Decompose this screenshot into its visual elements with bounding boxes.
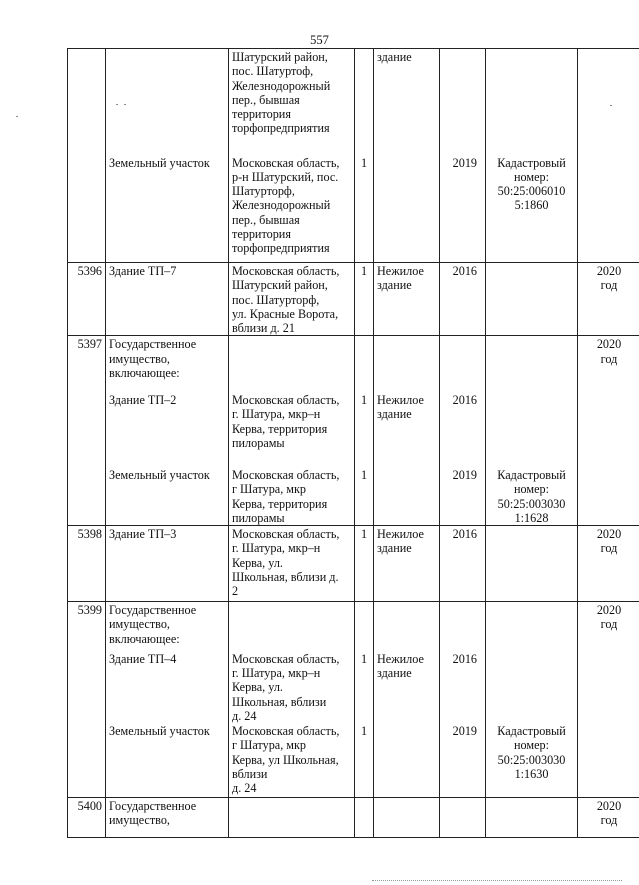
name-line: Государственное [109,337,197,352]
purpose-cell [374,49,440,155]
address-line: г. Шатура, мкр–н [232,665,321,680]
name-line: Здание ТП–4 [109,651,177,666]
name-cell [106,155,229,263]
address-line: Железнодорожный [232,78,331,93]
address-line: вблизи [232,767,268,782]
name-line: имущество, [109,617,170,632]
note-line: номер: [514,738,549,753]
registration-cell [578,526,639,602]
note-line: 50:25:003030 [497,752,566,767]
row-number-cell [68,651,106,723]
row-number-value: 5398 [77,527,102,542]
count-cell [355,526,374,602]
address-line: д. 24 [232,708,257,723]
registration-line: год [600,812,618,827]
name-line: Земельный участок [109,155,210,170]
year-value: 2019 [452,724,477,739]
address-cell [229,49,355,155]
name-line: включающее: [109,631,180,646]
registration-cell [578,49,639,155]
address-line: Железнодорожный [232,198,331,213]
year-cell [440,49,486,155]
name-line: Государственное [109,603,197,618]
address-line: 2 [232,584,239,599]
year-cell [440,336,486,392]
year-value: 2019 [452,155,477,170]
count-value: 1 [360,264,368,278]
count-value: 1 [360,467,368,482]
registration-cell [578,467,639,526]
registration-line: 2020 [596,798,622,813]
registration-cell [578,336,639,392]
count-cell [355,336,374,392]
scan-artifact [116,104,118,105]
row-number-value: 5396 [77,264,102,278]
purpose-cell [374,526,440,602]
note-line: Кадастровый [497,467,566,482]
year-cell [440,797,486,837]
name-line: Здание ТП–2 [109,392,177,407]
purpose-cell [374,602,440,651]
name-line: Здание ТП–7 [109,264,177,278]
count-cell [355,797,374,837]
table-row [68,392,639,467]
table-row [68,467,639,526]
purpose-cell [374,263,440,336]
name-cell [106,467,229,526]
note-cell [486,263,578,336]
purpose-line: Нежилое [377,527,424,542]
address-cell [229,467,355,526]
year-value: 2016 [452,527,477,542]
address-line: пилорамы [232,435,285,450]
address-cell [229,155,355,263]
registration-cell [578,392,639,467]
table-row [68,263,639,336]
scan-artifact [372,880,622,881]
property-registry-table [67,48,639,838]
address-line: Керва, ул. [232,555,283,570]
row-number-cell [68,723,106,797]
purpose-cell [374,723,440,797]
registration-line: 2020 [596,603,622,618]
address-line: Керва, ул. [232,680,283,695]
registration-cell [578,263,639,336]
registration-line: год [600,351,618,366]
registration-cell [578,723,639,797]
registration-cell [578,797,639,837]
registration-cell [578,155,639,263]
address-line: Московская область, [232,467,340,482]
name-cell [106,263,229,336]
purpose-line: Нежилое [377,264,424,278]
row-number-cell [68,263,106,336]
address-cell [229,723,355,797]
purpose-line: здание [377,407,412,422]
page-number: 557 [310,33,329,47]
scan-artifact [16,116,18,117]
purpose-line: здание [377,541,412,556]
count-cell [355,723,374,797]
name-cell [106,723,229,797]
year-cell [440,602,486,651]
row-number-cell [68,49,106,155]
address-cell [229,526,355,602]
name-line: Земельный участок [109,467,210,482]
address-line: г Шатура, мкр [232,482,307,497]
year-cell [440,526,486,602]
note-cell [486,49,578,155]
address-line: Московская область, [232,264,340,278]
address-line: пос. Шатурторф, [232,292,320,307]
address-line: г. Шатура, мкр–н [232,541,321,556]
purpose-cell [374,797,440,837]
address-line: г. Шатура, мкр–н [232,407,321,422]
row-number-cell [68,155,106,263]
note-cell [486,392,578,467]
count-cell [355,392,374,467]
note-cell [486,336,578,392]
purpose-cell [374,392,440,467]
year-cell [440,723,486,797]
row-number-cell [68,797,106,837]
address-line: Московская область, [232,392,340,407]
note-cell [486,723,578,797]
name-cell [106,797,229,837]
year-cell [440,467,486,526]
purpose-cell [374,155,440,263]
address-line: ул. Красные Ворота, [232,306,339,321]
address-line: г Шатура, мкр [232,738,307,753]
count-cell [355,155,374,263]
address-line: д. 24 [232,781,257,796]
year-cell [440,155,486,263]
note-cell [486,651,578,723]
name-line: имущество, [109,812,170,827]
name-line: Государственное [109,798,197,813]
address-line: Московская область, [232,651,340,666]
name-cell [106,526,229,602]
row-number-cell [68,526,106,602]
address-line: территория [232,226,291,241]
name-cell [106,651,229,723]
address-line: Московская область, [232,724,340,739]
purpose-line: Нежилое [377,651,424,666]
count-cell [355,49,374,155]
count-cell [355,467,374,526]
purpose-cell [374,336,440,392]
address-line: Московская область, [232,155,340,170]
year-value: 2016 [452,264,477,278]
year-cell [440,651,486,723]
address-line: пер., бывшая [232,92,300,107]
name-cell [106,602,229,651]
count-value: 1 [360,651,368,666]
row-number-cell [68,336,106,392]
note-line: Кадастровый [497,724,566,739]
registration-line: год [600,278,618,293]
row-number-value: 5399 [77,603,102,618]
row-number-cell [68,467,106,526]
table-row [68,651,639,723]
name-line: имущество, [109,351,170,366]
note-cell [486,155,578,263]
purpose-cell [374,467,440,526]
count-cell [355,602,374,651]
count-value: 1 [360,392,368,407]
note-cell [486,526,578,602]
year-cell [440,263,486,336]
count-cell [355,651,374,723]
address-cell [229,602,355,651]
address-line: Керва, территория [232,421,328,436]
table-row [68,336,639,392]
note-line: номер: [514,169,549,184]
table-row [68,797,639,837]
count-cell [355,263,374,336]
row-number-value: 5397 [77,337,102,352]
purpose-line: Нежилое [377,392,424,407]
address-line: Керва, территория [232,496,328,511]
address-line: торфопредприятия [232,241,330,256]
note-line: 5:1860 [514,198,549,213]
name-line: включающее: [109,366,180,381]
note-line: 1:1630 [514,767,549,782]
row-number-cell [68,602,106,651]
table-row [68,723,639,797]
address-line: Школьная, вблизи д. [232,570,339,585]
year-value: 2019 [452,467,477,482]
table-row [68,155,639,263]
registration-line: год [600,617,618,632]
address-line: р-н Шатурский, пос. [232,169,339,184]
year-value: 2016 [452,651,477,666]
note-line: Кадастровый [497,155,566,170]
address-line: торфопредприятия [232,121,330,136]
address-cell [229,797,355,837]
scan-artifact [124,104,126,105]
note-cell [486,467,578,526]
address-cell [229,336,355,392]
note-line: номер: [514,482,549,497]
note-cell [486,602,578,651]
address-line: пилорамы [232,510,285,525]
address-line: Шатурторф, [232,184,295,199]
address-line: Шатурский район, [232,278,328,293]
note-line: 50:25:006010 [497,184,566,199]
registration-line: 2020 [596,264,622,278]
address-cell [229,651,355,723]
registration-line: год [600,541,618,556]
note-line: 1:1628 [514,510,549,525]
year-cell [440,392,486,467]
address-line: Школьная, вблизи [232,694,327,709]
name-cell [106,49,229,155]
address-line: пос. Шатуртоф, [232,64,314,79]
purpose-line: здание [377,50,412,64]
registration-line: 2020 [596,337,622,352]
name-line: Здание ТП–3 [109,527,177,542]
note-cell [486,797,578,837]
table-row [68,602,639,651]
address-line: Шатурский район, [232,50,328,64]
purpose-cell [374,651,440,723]
table-row [68,526,639,602]
address-line: Керва, ул Школьная, [232,752,339,767]
row-number-value: 5400 [77,798,102,813]
address-line: Московская область, [232,527,340,542]
address-line: территория [232,107,291,122]
address-line: вблизи д. 21 [232,321,295,336]
address-cell [229,263,355,336]
registration-line: 2020 [596,527,622,542]
name-cell [106,336,229,392]
registry-body [68,49,639,838]
registration-cell [578,602,639,651]
count-value: 1 [360,155,368,170]
name-cell [106,392,229,467]
purpose-line: здание [377,665,412,680]
row-number-cell [68,392,106,467]
address-line: пер., бывшая [232,212,300,227]
purpose-line: здание [377,278,412,293]
name-line: Земельный участок [109,724,210,739]
table-row [68,49,639,155]
note-line: 50:25:003030 [497,496,566,511]
registration-cell [578,651,639,723]
year-value: 2016 [452,392,477,407]
count-value: 1 [360,724,368,739]
scan-artifact [610,105,612,106]
count-value: 1 [360,527,368,542]
address-cell [229,392,355,467]
